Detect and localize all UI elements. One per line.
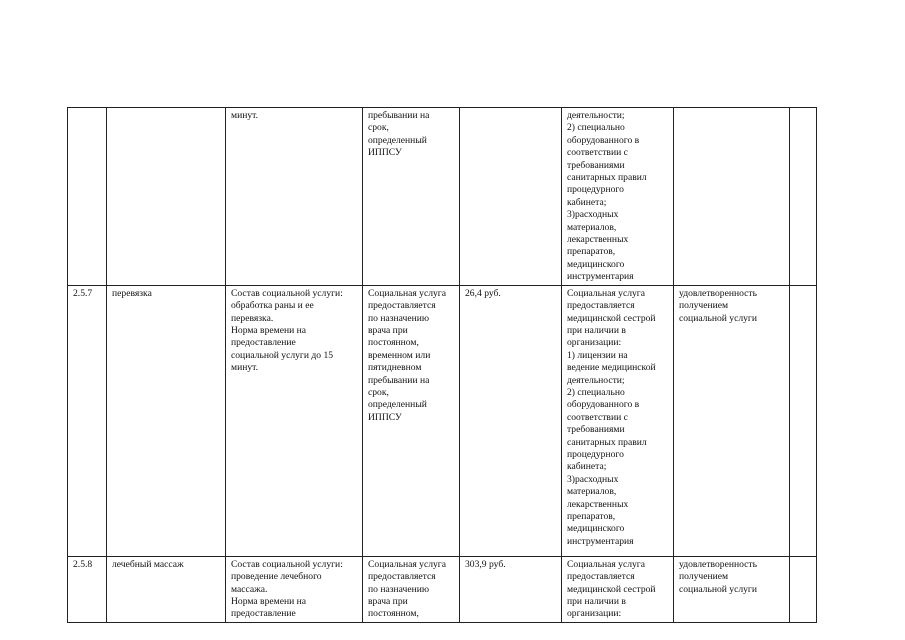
service-content-cell: Состав социальной услуги: обработка раны и ее перевязка. Норма времени на предоставление социальной услуги до 15 минут. (226, 285, 363, 556)
service-number-cell: 2.5.8 (68, 556, 107, 622)
service-requirements-cell: Социальная услуга предоставляется медицинской сестрой при наличии в организации: 1) лицензии на ведение медицинской деятельности; 2) специально оборудованного в соответствии с требованиями санитарных правил процедурного кабинета; 3)расходных материалов, лекарственных препаратов, медицинского инструментария (562, 285, 674, 556)
service-requirements-cell: Социальная услуга предоставляется медицинской сестрой при наличии в организации: (562, 556, 674, 622)
service-number-cell: 2.5.7 (68, 285, 107, 556)
service-name-cell (107, 108, 226, 286)
table-row (68, 556, 817, 622)
service-conditions-cell: Социальная услуга предоставляется по назначению врача при постоянном, (363, 556, 460, 622)
service-conditions-cell: Социальная услуга предоставляется по назначению врача при постоянном, временном или пятидневном пребывании на срок, определенный ИППСУ (363, 285, 460, 556)
table-row (68, 285, 817, 556)
service-requirements-cell: деятельности; 2) специально оборудованного в соответствии с требованиями санитарных правил процедурного кабинета; 3)расходных материалов, лекарственных препаратов, медицинского инструментария (562, 108, 674, 286)
service-price-cell (460, 108, 562, 286)
service-result-cell: удовлетворенность получением социальной услуги (674, 285, 790, 556)
service-name-cell: лечебный массаж (107, 556, 226, 622)
services-table (67, 107, 817, 623)
service-name-cell: перевязка (107, 285, 226, 556)
service-price-cell: 26,4 руб. (460, 285, 562, 556)
service-extra-cell (790, 285, 817, 556)
service-extra-cell (790, 108, 817, 286)
service-content-cell: минут. (226, 108, 363, 286)
service-number-cell (68, 108, 107, 286)
service-extra-cell (790, 556, 817, 622)
service-conditions-cell: пребывании на срок, определенный ИППСУ (363, 108, 460, 286)
service-result-cell (674, 108, 790, 286)
service-result-cell: удовлетворенность получением социальной услуги (674, 556, 790, 622)
table-row (68, 108, 817, 286)
service-content-cell: Состав социальной услуги: проведение лечебного массажа. Норма времени на предоставление (226, 556, 363, 622)
service-price-cell: 303,9 руб. (460, 556, 562, 622)
